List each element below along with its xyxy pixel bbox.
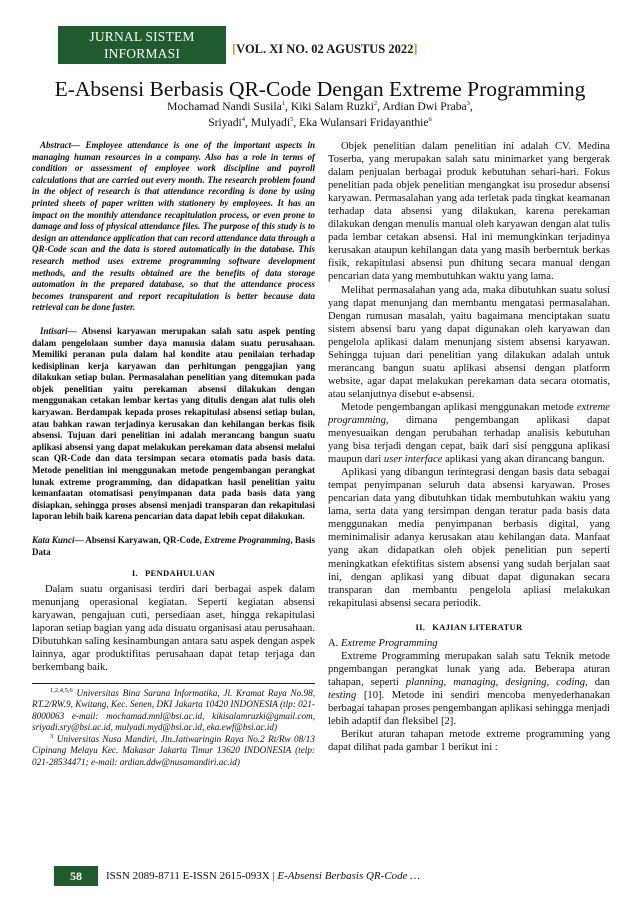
journal-badge	[58, 26, 226, 78]
footnote-divider	[32, 683, 315, 684]
body-paragraph: Melihat permasalahan yang ada, maka dibutuhkan suatu solusi yang dapat menunjang dan membantu mengatasi permasalahan. Dengan rumusan masalah, yaitu bagaimana menciptakan suatu sistem absensi baru yang dapat digunakan oleh karyawan dan pengelola aplikasi dalam menunjang sistem absensi karyawan. Sehingga tujuan dari penelitian yang dilakukan adalah untuk merancang bangun suatu aplikasi absensi dengan platform website, agar dapat melakukan perekaman data secara otomatis, atau selanjutnya disebut e-absensi.	[328, 284, 610, 400]
right-column	[328, 140, 610, 754]
keywords: Kata Kunci— Absensi Karyawan, QR-Code, Extreme Programming, Basis Data	[32, 535, 316, 557]
body-paragraph: Objek penelitian dalam penelitian ini adalah CV. Medina Toserba, yang merupakan salah satu minimarket yang bergerak dalam penjualan berbagai produk kebutuhan sehari-hari. Fokus penelitian pada objek penelitian mengangkat isu prosedur absensi karyawan. Permasalahan yang ada terletak pada tingkat keamanan terhadap data absensi yang dilakukan, karena perekaman dilakukan dengan menulis manual oleh karyawan dengan alat tulis pada lembar cetakan absensi. Hal ini memungkinkan terjadinya kerusakan ataupun kehilangan data yang masih berberntuk berkas fisik, rekapitulasi absensi pun dhitung secara manual dengan pencarian data yang membutuhkan waktu yang lama.	[328, 141, 610, 283]
body-paragraph: Metode pengembangan aplikasi menggunakan metode extreme programming, dimana pengembangan aplikasi dapat menyesuaikan dengan perubahan terhadap analisis kebutuhan yang bisa terjadi dengan cepat, baik dari sisi pengguna aplikasi maupun dari user interface aplikasi yang akan dirancang bangun.	[328, 401, 610, 466]
page-number: 58	[54, 866, 98, 886]
page-footer	[32, 866, 612, 886]
abstract: Abstract— Employee attendance is one of the important aspects in managing human resources in a company. Also has a role in terms of condition or assessment of employee work discipline and payroll calculations that are carried out every month. The research problem found in the object of research is that attendance recording is done by using printed sheets of paper written with stationery by employees. It has an impact on the monthly attendance recapitulation process, or even prone to damage and loss of physical attendance files. The purpose of this study is to design an attendance application that can record attendance data through a QR-Code scan and the data is stored automatically in the database. This research method uses extreme programming software development methods, and the results obtained are the benefits of data storage automation in the prepared database, so that the attendance process becomes transparent and report recapitulation is better because data retrieval can be done faster.	[32, 140, 315, 313]
volume-label: [VOL. XI NO. 02 AGUSTUS 2022]	[232, 42, 418, 56]
running-title: E-Absensi Berbasis QR-Code …	[277, 870, 421, 882]
intisari: Intisari— Absensi karyawan merupakan salah satu aspek penting dalam pengelolaan sumber daya manusia dalam suatu perusahaan. Memiliki peranan pula dalam hal kondite atau penilaian terhadap kedisiplinan kerja karyawan dan perhitungan penggajian yang dilakukan setiap bulan. Permasalahan penelitian yang ditemukan pada objek penelitian yaitu perekaman absensi dilakukan dengan menggunakan cetakan lembar kertas yang ditulis dengan alat tulis oleh karyawan. Berdampak kepada proses rekapitulasi absensi setiap bulan, atau bahkan rawan terjadinya kerusakan dan kehilangan berkas fisik absensi. Tujuan dari penelitian ini adalah merancang bangun suatu aplikasi absensi yang dapat melakukan perekaman data absensi melalui scan QR-Code dan data tersimpan secara otomatis pada basis data. Metode penelitian ini menggunakan metode pengembangan perangkat lunak extreme programming, dan didapatkan hasil penelitian yaitu kemanfaatan otomatisasi penyimpanan data pada basis data yang disiapkan, sehingga proses absensi menjadi transparan dan rekapitulasi laporan lebih baik karena pencarian data dapat lebih cepat dilakukan.	[32, 325, 315, 522]
body-paragraph: Extreme Programming merupakan salah satu Teknik metode pngembangan perangkat lunak yang ada. Beberapa aturan tahapan, seperti planning, managing, designing, coding, dan testing [10]. Metode ini sendiri mencoba menyederhanakan berbagai tahapan proses pengembangan aplikasi sehingga menjadi lebih adaptif dan fleksibel [2].	[328, 650, 610, 727]
volume-text: VOL. XI NO. 02 AGUSTUS 2022	[236, 42, 414, 56]
section-heading-introduction: I. PENDAHULUAN	[131, 568, 216, 579]
paper-title: E-Absensi Berbasis QR-Code Dengan Extreme Programming	[54, 77, 586, 101]
body-paragraph: Aplikasi yang dibangun terintegrasi dengan basis data sebagai tempat penyimpanan seluruh data absensi karyawan. Proses pencarian data yang dibutuhkan tidak membutuhkan waktu yang lama, serta data yang tersimpan dengan teratur pada basis data menggunakan media penyimpanan berbasis digital, yang meminimalisir adanya kerusakan atau kehilangan data. Manfaat yang akan didapatkan oleh objek penelitian pun seperti meningkatkan efektifitas sistem absensi yang sudah berjalan saat ini, dengan aplikasi yang dibuat dapat digunakan secara transparan dan membantu pengelola apliasi melakukan rekapitulasi absensi secara periodik.	[328, 467, 610, 609]
issn-line: ISSN 2089-8711 E-ISSN 2615-093X | E-Absensi Berbasis QR-Code …	[106, 870, 421, 882]
footnote-affiliation-1: $^{1,2,4,5,6}$ Universitas Bina Sarana Informatika, Jl. Kramat Raya No.98, RT.2/RW.9, Kwitang, Kec. Senen, DKI Jakarta 10420 INDONESIA (tlp: 021-8000063 e-mail: mochamad.mnl@bsi.ac.id, kikisalamruzki@gmail.com, sriyadi.sry@bsi.ac.id, mulyadi.myd@bsi.ac.id, eka.ewf@bsi.ac.id)	[32, 686, 315, 733]
footnote-affiliation-2: $^3$ Universitas Nusa Mandiri, Jln.Jatiwaringin Raya No.2 Rt/Rw 08/13 Cipinang Melayu Kec. Makasar Jakarta Timur 13620 INDONESIA (telp: 021-28534471; e-mail: ardian.ddw@nusamandiri.ac.id)	[32, 732, 315, 768]
section-heading-literature: II. KAJIAN LITERATUR	[415, 621, 523, 632]
journal-name: JURNAL SISTEM INFORMASI	[89, 29, 195, 61]
subsection-heading: A. Extreme Programming	[328, 637, 438, 649]
author-list: Mochamad Nandi Susila$^1$, Kiki Salam Ruzki$^2$, Ardian Dwi Praba$^3$, Sriyadi$^4$, Mulyadi$^5$, Eka Wulansari Fridayanthie$^6$	[167, 100, 473, 129]
body-paragraph: Berikut aturan tahapan metode extreme programming yang dapat dilihat pada gambar 1 berikut ini :	[328, 728, 610, 754]
left-column	[32, 140, 315, 769]
journal-institution: STMIK ANTAR BANGSA	[65, 63, 219, 78]
introduction-paragraph: Dalam suatu organisasi terdiri dari berbagai aspek dalam menunjang operasional kegiatan. Seperti kegiatan absensi karyawan, pengajuan cuti, persediaan aset, hingga rekapitulasi laporan setiap bagian yang ada disuatu organisasi atau perusahaan. Dibutuhkan saling kesinambungan antara satu aspek dengan aspek lainnya, agar produktifitas perusahaan dapat tetap terjaga dan berkembang baik.	[32, 584, 315, 674]
